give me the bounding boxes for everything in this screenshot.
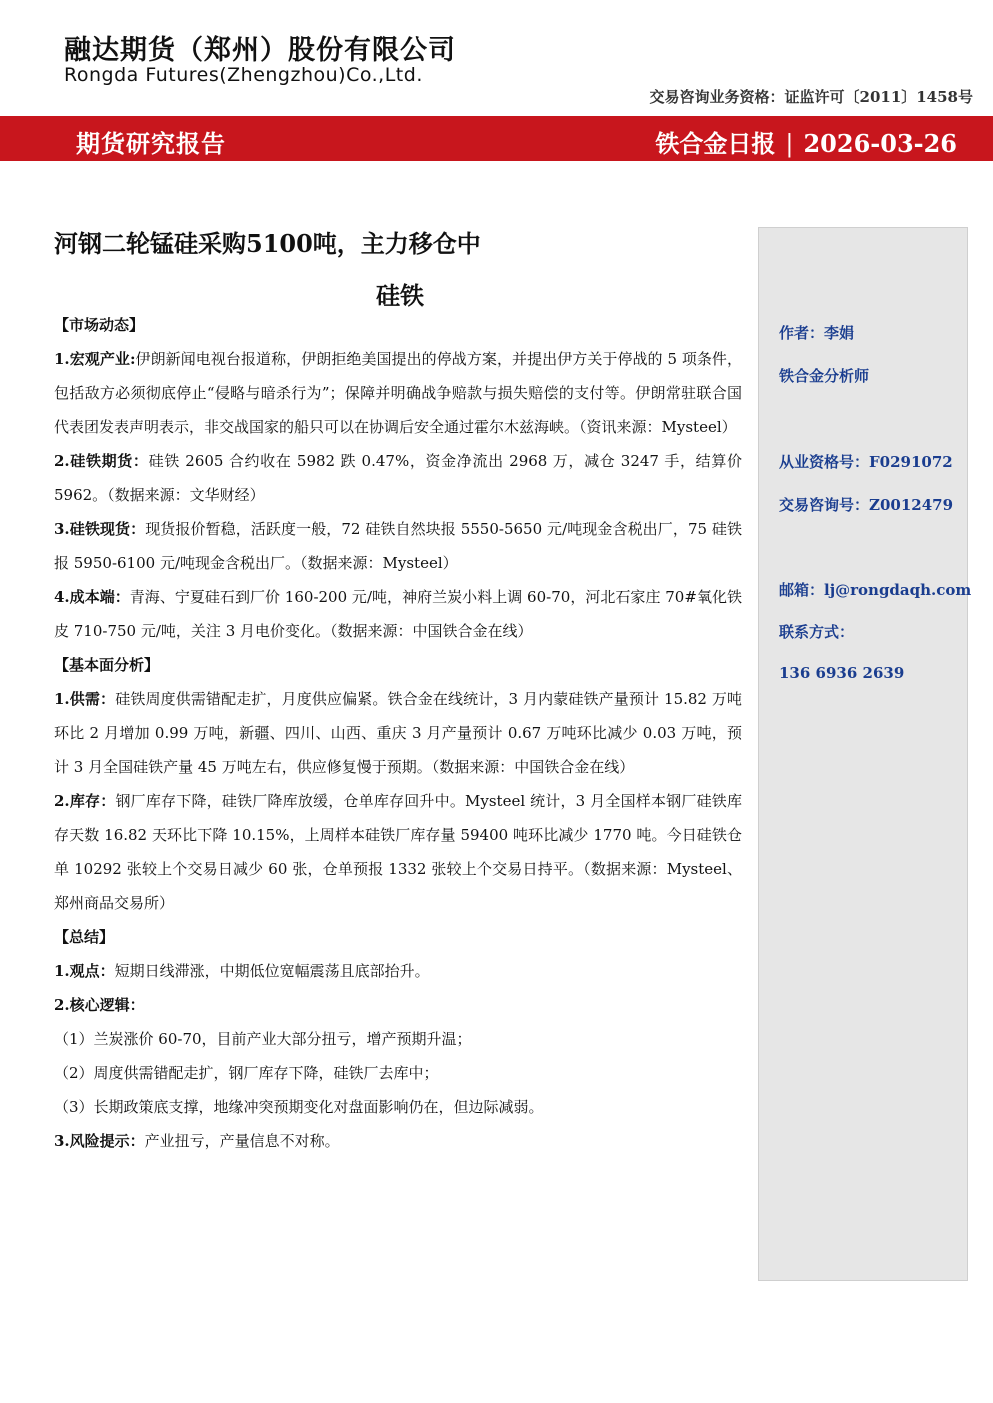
market-item xyxy=(54,512,742,580)
author-qualification: 从业资格号：F0291072 xyxy=(779,453,953,471)
author-phone: 136 6936 2639 xyxy=(779,664,905,682)
banner-report-type: 期货研究报告 xyxy=(76,129,226,158)
item-text: 硅铁周度供需错配走扩，月度供应偏紧。铁合金在线统计，3 月内蒙硅铁产量预计 15.82 万吨环比 2 月增加 0.99 万吨，新疆、四川、山西、重庆 3 月产量预计 0.67 万吨环比减少 0.03 万吨，预计 3 月全国硅铁产量 45 万吨左右，供应修复慢于预期。（数据来源：中国铁合金在线） xyxy=(54,690,742,776)
license-text: 交易咨询业务资格：证监许可〔2011〕1458号 xyxy=(649,88,973,106)
item-text: 伊朗新闻电视台报道称，伊朗拒绝美国提出的停战方案，并提出伊方关于停战的 5 项条件，包括敌方必须彻底停止“侵略与暗杀行为”；保障并明确战争赔款与损失赔偿的支付等。伊朗常驻联合国代表团发表声明表示，非交战国家的船只可以在协调后安全通过霍尔木兹海峡。（资讯来源：Mysteel） xyxy=(54,350,742,436)
item-label: 2.库存： xyxy=(54,792,116,810)
logic-item: （2）周度供需错配走扩，钢厂库存下降，硅铁厂去库中； xyxy=(54,1064,439,1082)
author-sidebar xyxy=(758,227,972,1281)
fundamental-item xyxy=(54,784,742,920)
section-heading-market: 【市场动态】 xyxy=(54,316,145,334)
item-text: 硅铁 2605 合约收在 5982 跌 0.47%，资金净流出 2968 万，减仓 3247 手，结算价 5962。（数据来源：文华财经） xyxy=(54,452,742,504)
market-item xyxy=(54,580,742,648)
author-role: 铁合金分析师 xyxy=(779,367,870,385)
section-heading-fundamental: 【基本面分析】 xyxy=(54,656,160,674)
company-name-cn: 融达期货（郑州）股份有限公司 xyxy=(64,35,456,66)
item-text: 青海、宁夏硅石到厂价 160-200 元/吨，神府兰炭小料上调 60-70，河北石家庄 70#氧化铁皮 710-750 元/吨，关注 3 月电价变化。（数据来源：中国铁合金在线） xyxy=(54,588,742,640)
item-label: 1.供需： xyxy=(54,690,116,708)
banner-report-name: 铁合金日报 xyxy=(655,129,776,158)
logic-item: （3）长期政策底支撑，地缘冲突预期变化对盘面影响仍在，但边际减弱。 xyxy=(54,1098,544,1116)
item-label: 1.观点： xyxy=(54,962,115,980)
item-text: 产业扭亏，产量信息不对称。 xyxy=(144,1132,340,1150)
banner-date: 2026-03-26 xyxy=(803,129,957,158)
item-label: 3.硅铁现货： xyxy=(54,520,146,538)
item-label: 2.硅铁期货： xyxy=(54,452,149,470)
summary-risk xyxy=(54,1124,742,1158)
item-text: 现货报价暂稳，活跃度一般，72 硅铁自然块报 5550-5650 元/吨现金含税出厂，75 硅铁报 5950-6100 元/吨现金含税出厂。（数据来源：Mysteel） xyxy=(54,520,742,572)
banner-separator: | xyxy=(785,130,794,158)
market-item xyxy=(54,342,742,444)
author-consult-number: 交易咨询号：Z0012479 xyxy=(779,496,954,514)
summary-view xyxy=(54,954,742,988)
report-subtitle: 硅铁 xyxy=(376,281,424,310)
report-title: 河钢二轮锰硅采购5100吨，主力移仓中 xyxy=(54,229,481,258)
banner-report-info xyxy=(655,124,957,159)
logic-item: （1）兰炭涨价 60-70，目前产业大部分扭亏，增产预期升温； xyxy=(54,1030,472,1048)
item-label: 4.成本端： xyxy=(54,588,130,606)
report-banner xyxy=(0,116,993,161)
item-label: 1.宏观产业: xyxy=(54,350,136,368)
author-contact-label: 联系方式： xyxy=(779,623,855,641)
item-text: 钢厂库存下降，硅铁厂降库放缓，仓单库存回升中。Mysteel 统计，3 月全国样本钢厂硅铁库存天数 16.82 天环比下降 10.15%，上周样本硅铁厂库存量 59400 吨环比减少 1770 吨。今日硅铁仓单 10292 张较上个交易日减少 60 张，仓单预报 1332 张较上个交易日持平。（数据来源：Mysteel、郑州商品交易所） xyxy=(54,792,742,912)
fundamental-item xyxy=(54,682,742,784)
company-name-en: Rongda Futures(Zhengzhou)Co.,Ltd. xyxy=(64,64,423,86)
summary-logic-label: 2.核心逻辑： xyxy=(54,996,145,1014)
item-text: 短期日线滞涨，中期低位宽幅震荡且底部抬升。 xyxy=(114,962,430,980)
report-body xyxy=(54,308,742,1158)
item-label: 3.风险提示： xyxy=(54,1132,145,1150)
market-item xyxy=(54,444,742,512)
section-heading-summary: 【总结】 xyxy=(54,928,115,946)
author-name: 作者：李娟 xyxy=(779,324,855,342)
author-email: 邮箱：lj@rongdaqh.com xyxy=(779,581,972,599)
